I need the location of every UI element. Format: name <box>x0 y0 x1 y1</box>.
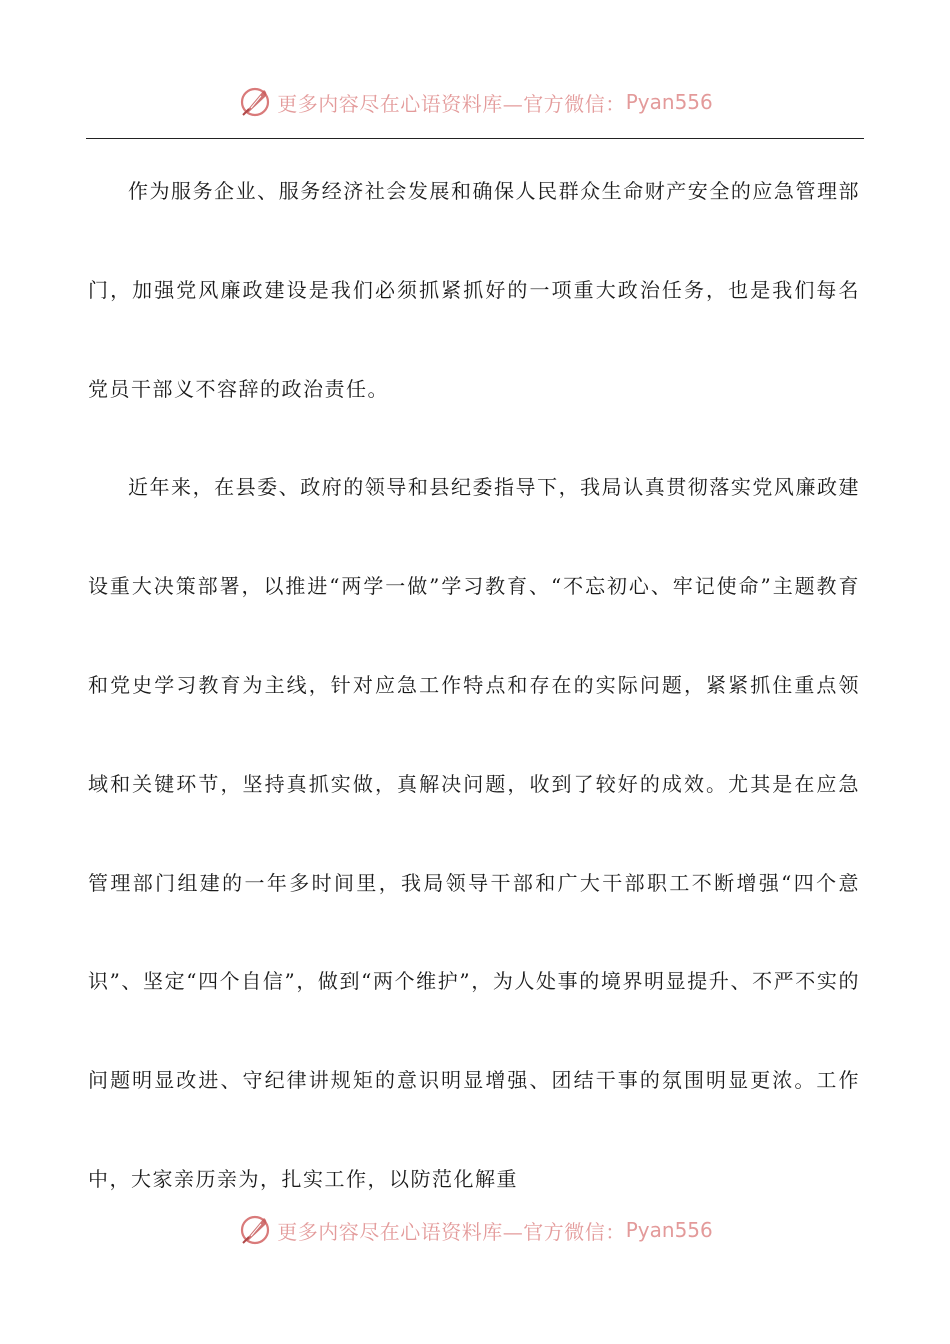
feather-pen-logo-icon <box>237 84 273 120</box>
header-watermark-text: 更多内容尽在心语资料库—官方微信： <box>277 91 626 116</box>
document-body <box>88 142 860 1192</box>
footer-watermark-text: 更多内容尽在心语资料库—官方微信： <box>277 1219 626 1244</box>
feather-pen-logo-icon <box>237 1212 273 1248</box>
header-watermark <box>0 82 950 122</box>
footer-contact-id: Pyan556 <box>625 1218 713 1242</box>
header-contact-id: Pyan556 <box>625 90 713 114</box>
paragraph-1: 作为服务企业、服务经济社会发展和确保人民群众生命财产安全的应急管理部门，加强党风廉政建设是我们必须抓紧抓好的一项重大政治任务，也是我们每名党员干部义不容辞的政治责任。 <box>88 179 860 401</box>
paragraph-2: 近年来，在县委、政府的领导和县纪委指导下，我局认真贯彻落实党风廉政建设重大决策部署，以推进“两学一做”学习教育、“不忘初心、牢记使命”主题教育和党史学习教育为主线，针对应急工作特点和存在的实际问题，紧紧抓住重点领域和关键环节，坚持真抓实做，真解决问题，收到了较好的成效。尤其是在应急管理部门组建的一年多时间里，我局领导干部和广大干部职工不断增强“四个意识”、坚定“四个自信”，做到“两个维护”，为人处事的境界明显提升、不严不实的问题明显改进、守纪律讲规矩的意识明显增强、团结干事的氛围明显更浓。工作中，大家亲历亲为，扎实工作，以防范化解重 <box>88 475 860 1191</box>
header-divider <box>86 138 864 139</box>
footer-watermark <box>0 1210 950 1250</box>
